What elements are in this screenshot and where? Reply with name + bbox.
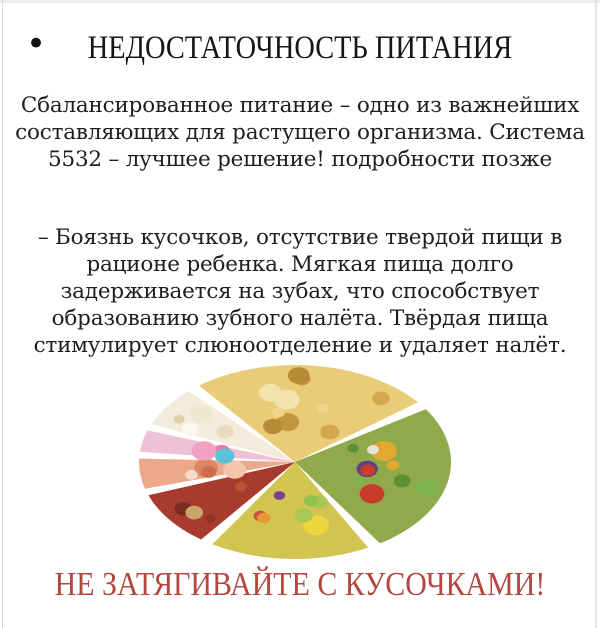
- food-item-dot: [259, 384, 282, 402]
- food-item-dot: [360, 484, 385, 503]
- food-item-dot: [272, 408, 285, 418]
- footer-warning-text: НЕ ЗАТЯГИВАЙТЕ С КУСОЧКАМИ!: [54, 566, 546, 603]
- food-item-dot: [367, 445, 379, 454]
- food-item-dot: [216, 425, 233, 438]
- food-item-dot: [192, 441, 217, 460]
- food-item-dot: [372, 392, 390, 406]
- food-item-dot: [215, 448, 235, 463]
- food-item-dot: [174, 415, 185, 424]
- food-item-dot: [185, 470, 197, 480]
- top-strip: [0, 0, 600, 3]
- food-item-dot: [360, 464, 375, 476]
- food-item-dot: [347, 444, 358, 453]
- paragraph-balanced-nutrition: Сбалансированное питание – одно из важнейших составляющих для растущего организма. Система 5532 – лучшее решение! подробности позже: [15, 93, 585, 172]
- food-item-dot: [295, 508, 313, 522]
- food-item-dot: [415, 478, 440, 497]
- food-item-dot: [353, 476, 364, 484]
- food-item-dot: [185, 506, 203, 520]
- food-item-dot: [201, 466, 216, 478]
- food-item-dot: [263, 419, 283, 434]
- food-item-dot: [190, 406, 212, 423]
- page-title: НЕДОСТАТОЧНОСТЬ ПИТАНИЯ: [87, 30, 513, 66]
- food-item-dot: [288, 367, 310, 384]
- food-item-dot: [274, 491, 285, 500]
- food-item-dot: [387, 460, 400, 470]
- food-item-dot: [320, 425, 339, 440]
- bullet-icon: •: [26, 24, 47, 64]
- food-item-dot: [205, 514, 215, 522]
- food-item-dot: [394, 474, 411, 487]
- paragraph-fear-of-pieces: – Боязнь кусочков, отсутствие твердой пищи в рационе ребенка. Мягкая пища долго задерживается на зубах, что способствует образованию зубного налёта. Твёрдая пища стимулирует слюноотделение и удаляет налёт.: [33, 225, 567, 358]
- food-item-dot: [317, 404, 329, 413]
- food-item-dot: [182, 423, 199, 436]
- food-item-dot: [235, 482, 247, 491]
- food-item-dot: [304, 495, 319, 507]
- food-wheel-image: [135, 362, 455, 562]
- food-item-dot: [257, 513, 271, 524]
